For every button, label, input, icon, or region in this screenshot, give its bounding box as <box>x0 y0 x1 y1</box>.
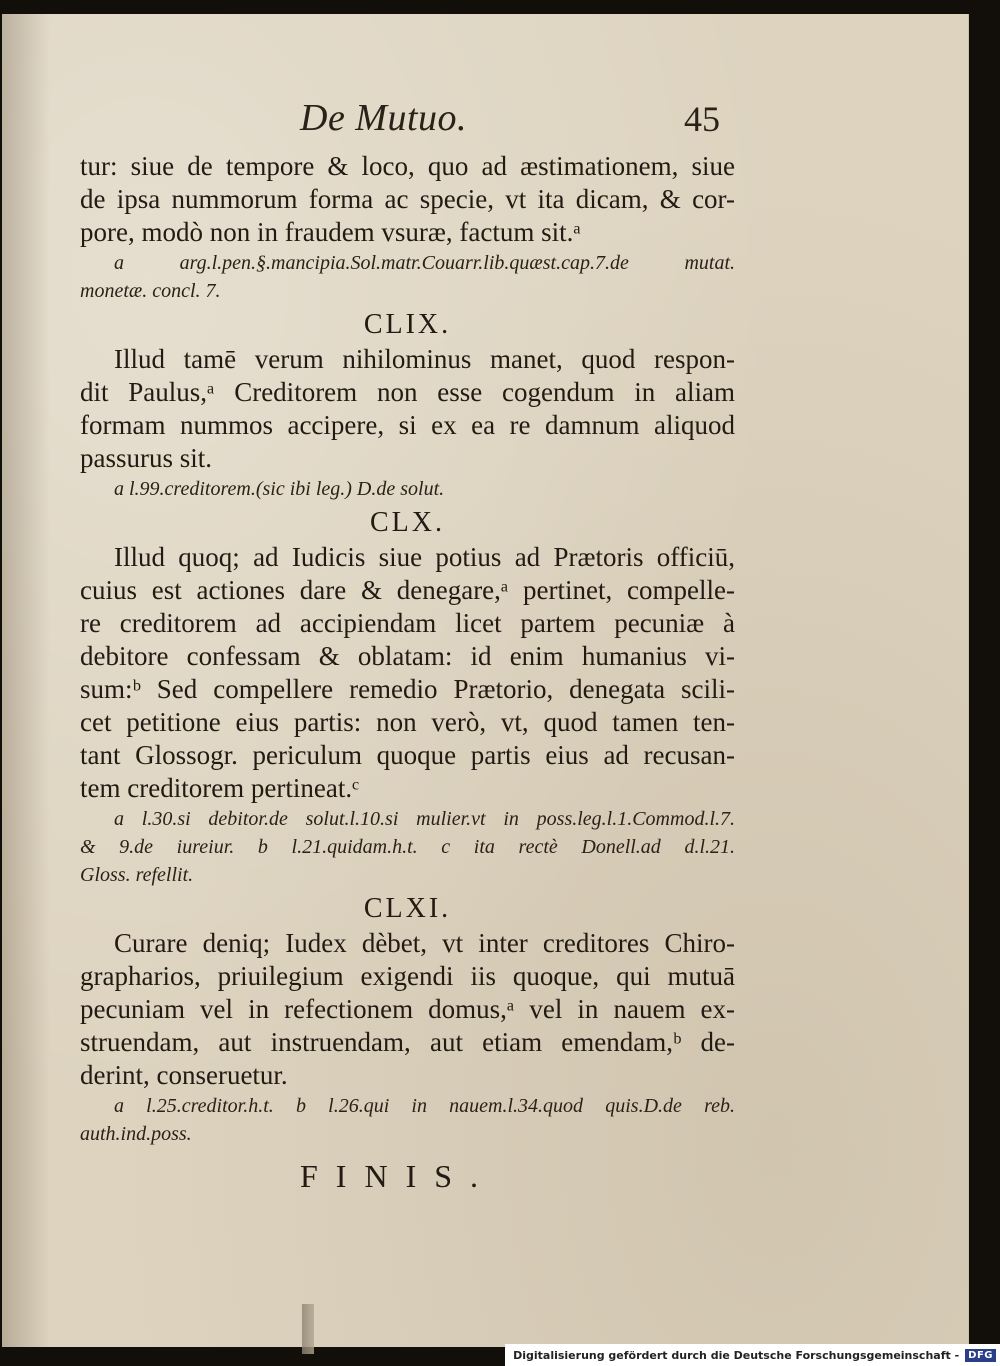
digitization-credit <box>505 1344 1000 1366</box>
text-line: pecuniam vel in refectionem domus,ᵃ vel in nauem ex- <box>80 994 735 1024</box>
page-number: 45 <box>684 99 720 139</box>
paragraph-clx <box>80 541 735 805</box>
text-line: passurus sit. <box>80 443 213 473</box>
credit-text: Digitalisierung gefördert durch die Deutsche Forschungsgemeinschaft - <box>513 1348 960 1362</box>
footnote-line: auth.ind.poss. <box>80 1123 192 1145</box>
text-line: Illud quoq; ad Iudicis siue potius ad Prætoris officiū, <box>114 542 735 572</box>
text-line: Illud tamē verum nihilominus manet, quod respon- <box>114 344 735 374</box>
footnote-line: & 9.de iureiur. b l.21.quidam.h.t. c ita rectè Donell.ad d.l.21. <box>80 836 735 858</box>
running-head <box>300 96 720 142</box>
main-text <box>80 150 735 1148</box>
text-line: formam nummos accipere, si ex ea re damnum aliquod <box>80 410 735 440</box>
footnote-line: a l.99.creditorem.(sic ibi leg.) D.de solut. <box>114 478 445 500</box>
text-line: re creditorem ad accipiendam licet partem pecuniæ à <box>80 608 735 638</box>
text-line: de ipsa nummorum forma ac specie, vt ita dicam, & cor- <box>80 184 735 214</box>
running-head-title: De Mutuo. <box>300 97 468 139</box>
footnote-line: a l.25.creditor.h.t. b l.26.qui in nauem.l.34.quod quis.D.de reb. <box>114 1095 735 1117</box>
text-line: struendam, aut instruendam, aut etiam emendam,ᵇ de- <box>80 1027 735 1057</box>
footnote-block <box>80 249 735 305</box>
footnote-block <box>80 475 735 503</box>
text-line: pore, modò non in fraudem vsuræ, factum sit.ᵃ <box>80 217 581 247</box>
text-line: tant Glossogr. periculum quoque partis eius ad recusan- <box>80 740 735 770</box>
paragraph-clxi <box>80 927 735 1092</box>
section-heading-clx: CLX. <box>370 507 445 538</box>
text-line: cet petitione eius partis: non verò, vt, quod tamen ten- <box>80 707 735 737</box>
section-heading-clxi: CLXI. <box>363 893 452 924</box>
finis-colophon: FINIS. <box>300 1158 497 1194</box>
text-line: grapharios, priuilegium exigendi iis quoque, qui mutuā <box>80 961 735 991</box>
footnote-line: a l.30.si debitor.de solut.l.10.si mulier.vt in poss.leg.l.1.Commod.l.7. <box>114 808 735 830</box>
text-line: dit Paulus,ᵃ Creditorem non esse cogendum in aliam <box>80 377 735 407</box>
text-line: tem creditorem pertineat.ᶜ <box>80 773 360 803</box>
footnote-line: a arg.l.pen.§.mancipia.Sol.matr.Couarr.lib.quæst.cap.7.de mutat. <box>114 252 735 274</box>
footnote-block <box>80 1092 735 1148</box>
binding-mark <box>302 1304 314 1354</box>
paragraph-continued <box>80 150 735 249</box>
text-line: derint, conseruetur. <box>80 1060 288 1090</box>
footnote-line: Gloss. refellit. <box>80 864 194 886</box>
text-line: sum:ᵇ Sed compellere remedio Prætorio, denegata scili- <box>80 674 735 704</box>
text-line: cuius est actiones dare & denegare,ᵃ pertinet, compelle- <box>80 575 735 605</box>
text-line: debitore confessam & oblatam: id enim humanius vi- <box>80 641 735 671</box>
footnote-line: monetæ. concl. 7. <box>80 280 221 302</box>
text-line: Curare deniq; Iudex dèbet, vt inter creditores Chiro- <box>114 928 735 958</box>
text-line: tur: siue de tempore & loco, quo ad æstimationem, siue <box>80 151 735 181</box>
dfg-logo: DFG <box>965 1349 996 1362</box>
section-heading-clix: CLIX. <box>363 309 452 340</box>
paragraph-clix <box>80 343 735 475</box>
footnote-block <box>80 805 735 889</box>
